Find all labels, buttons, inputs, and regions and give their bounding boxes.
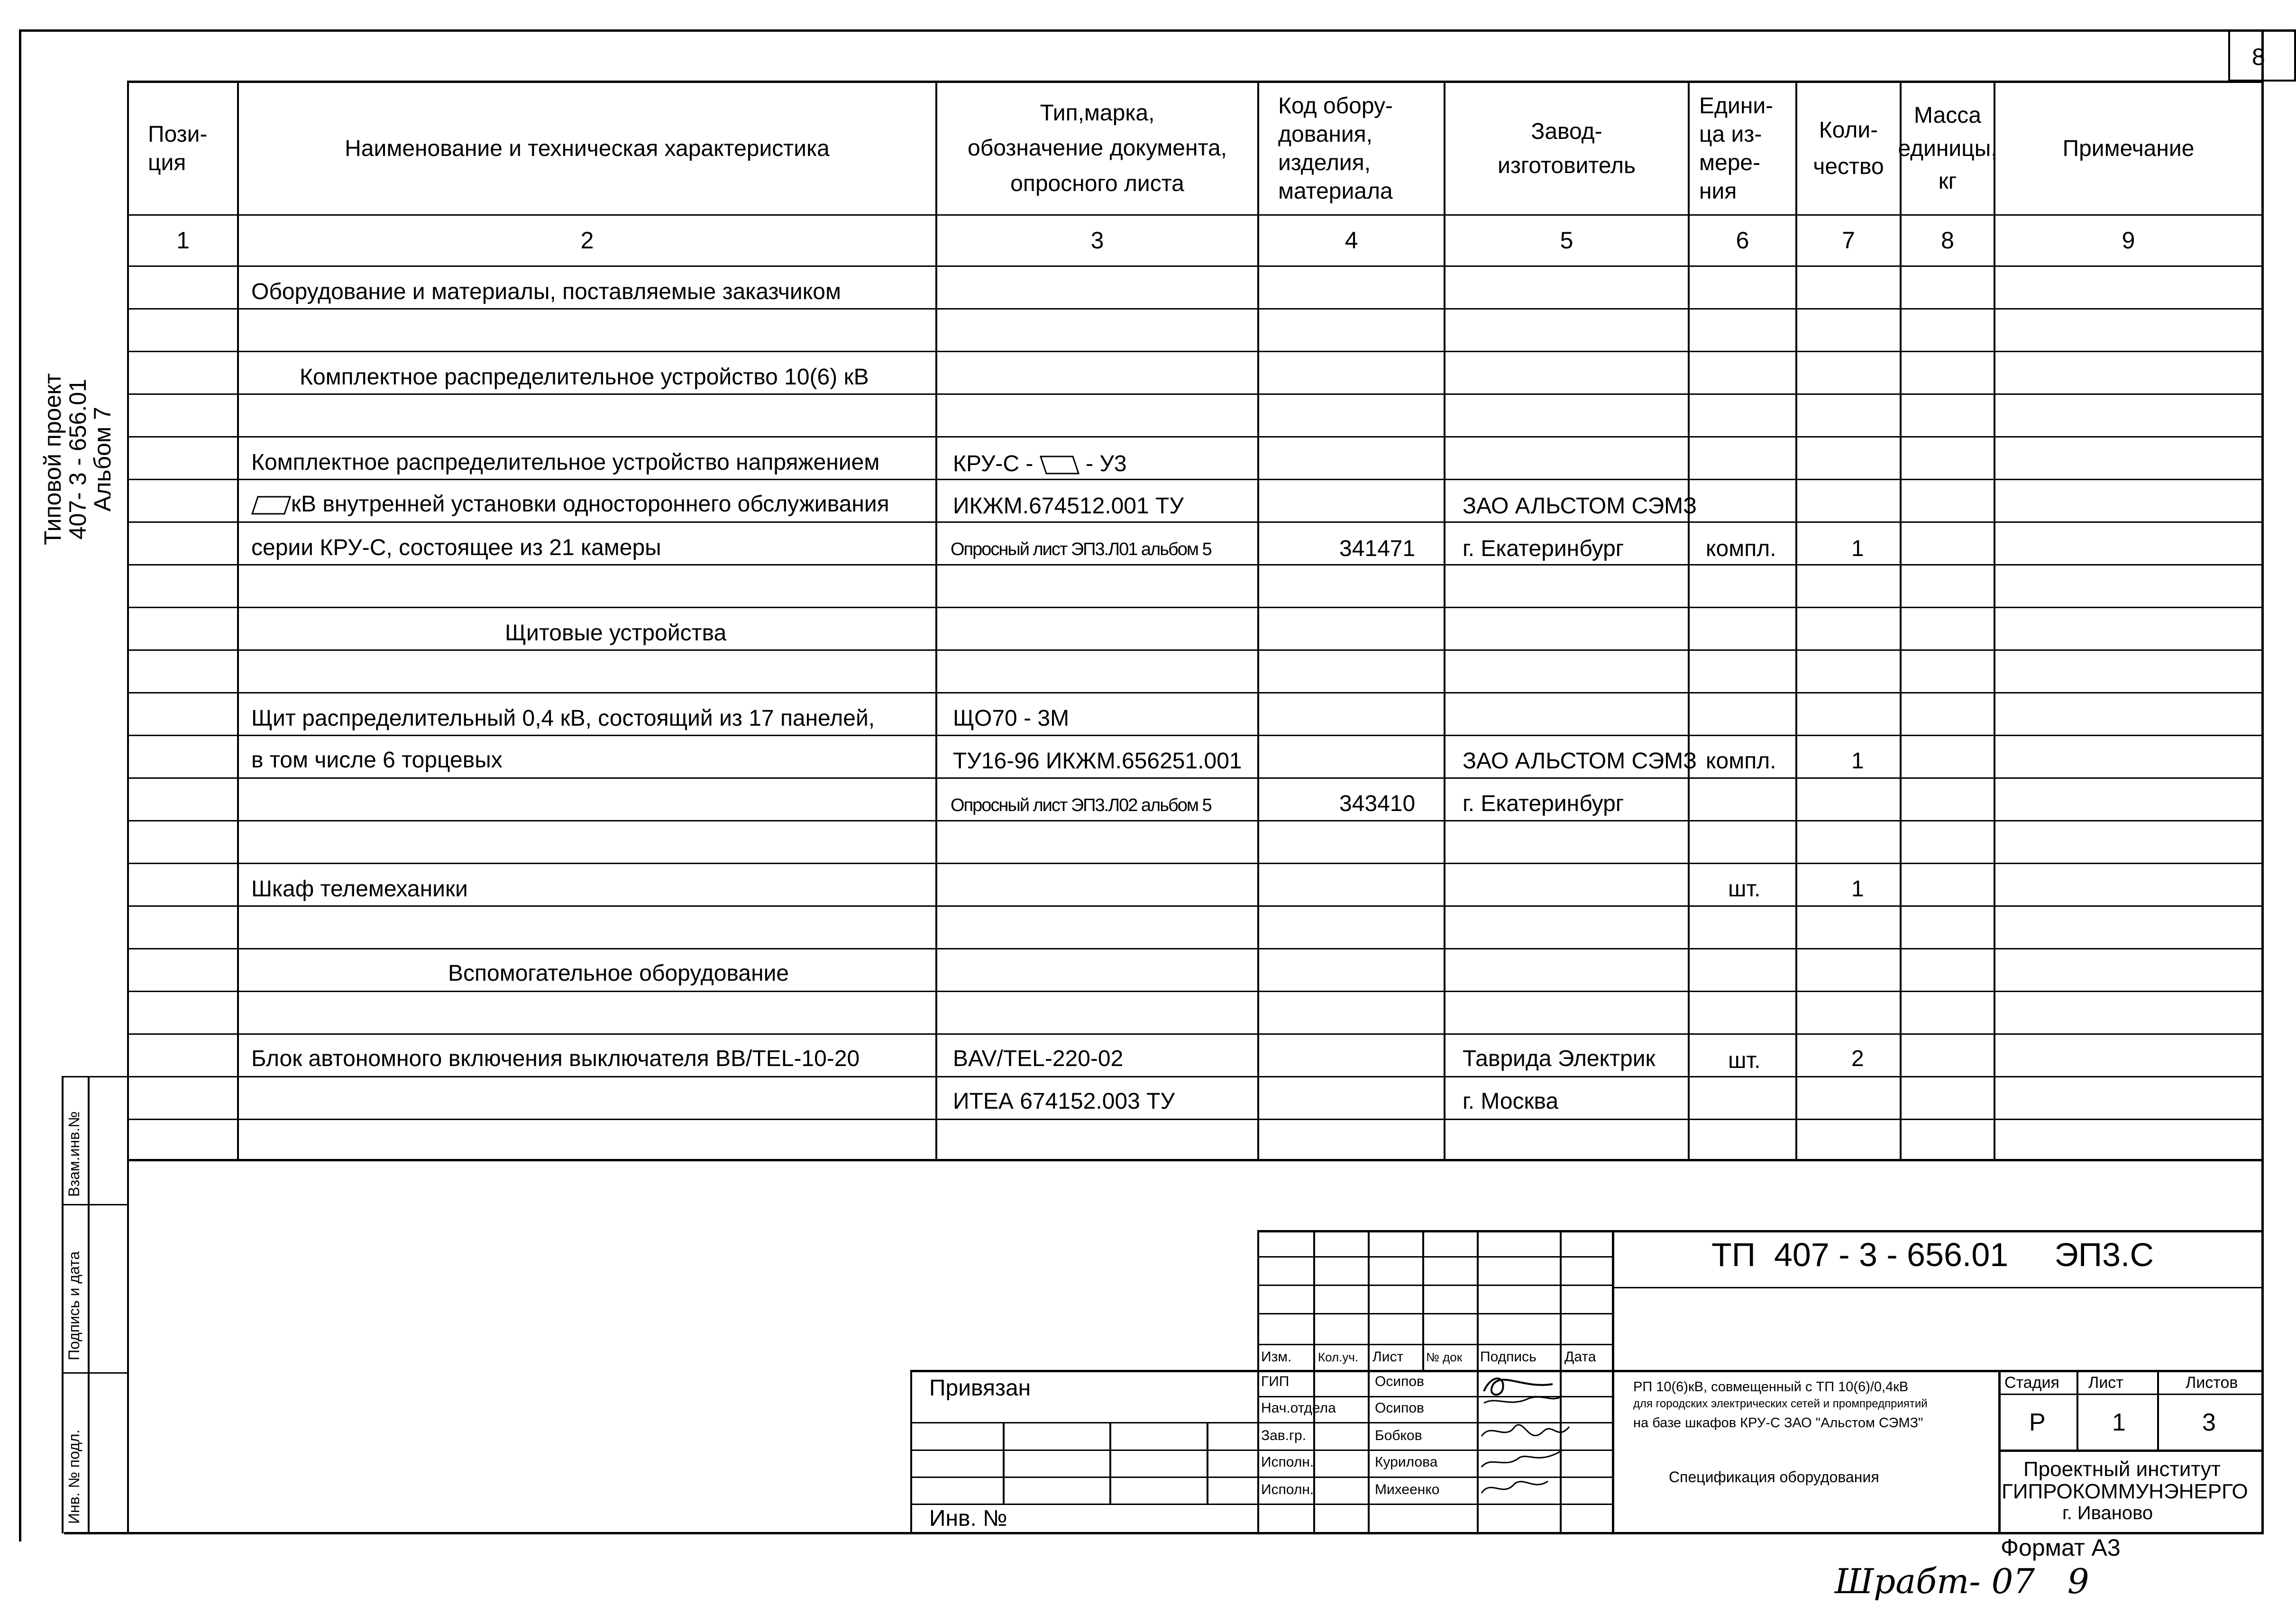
tb-col-izm: Изм. — [1261, 1349, 1292, 1365]
tb-role-0: ГИП — [1261, 1374, 1290, 1389]
handwritten-note: Шрабт- 07 9 — [1835, 1561, 2089, 1601]
row15-name: Шкаф телемеханики — [251, 876, 468, 902]
colnum-2: 2 — [580, 227, 594, 254]
colnum-1: 1 — [176, 227, 190, 254]
row-line-r12 — [127, 777, 2261, 779]
priv-v1 — [1003, 1422, 1005, 1504]
colnum-6: 6 — [1736, 227, 1749, 254]
listov-value: 3 — [2202, 1409, 2216, 1436]
sheet-number: 8 — [2252, 44, 2265, 70]
row-line-r17 — [127, 991, 2261, 992]
margin-div1 — [62, 1204, 128, 1205]
tb-name-4: Михеенко — [1375, 1482, 1440, 1497]
label-vzam: Взам.инв.№ — [65, 1111, 82, 1197]
tb-col-ndok — [1422, 1230, 1424, 1372]
row19-qty: 2 — [1851, 1046, 1864, 1071]
row7-unit: компл. — [1706, 536, 1776, 561]
row12-type: ТУ16-96 ИКЖМ.656251.001 — [953, 748, 1242, 774]
tb-h2 — [1257, 1285, 1612, 1286]
colnum-8: 8 — [1941, 227, 1954, 254]
side-stamp-line3: Альбом 7 — [89, 407, 116, 512]
frame-top — [19, 29, 2296, 32]
row13-type: Опросный лист ЭП3.Л02 альбом 5 — [951, 795, 1211, 815]
row7-qty: 1 — [1851, 536, 1864, 561]
blank-parallelogram-icon — [1040, 456, 1079, 474]
row5-type-a: КРУ-С - — [953, 451, 1034, 476]
tb-right-h1 — [1612, 1287, 2261, 1288]
row-line-r1 — [127, 308, 2261, 310]
tb-h1 — [1257, 1256, 1612, 1258]
row6-type: ИКЖМ.674512.001 ТУ — [953, 493, 1184, 519]
row-line-r4 — [127, 436, 2261, 438]
row19-unit: шт. — [1728, 1048, 1761, 1073]
row15-qty: 1 — [1851, 876, 1864, 902]
priv-v3 — [1207, 1422, 1208, 1504]
tb-col-podpis: Подпись — [1480, 1349, 1537, 1365]
row-line-r3 — [127, 393, 2261, 395]
header-cell-8: Масса единицы, кг — [1898, 103, 1997, 194]
row-line-r6 — [127, 521, 2261, 523]
row13-code: 343410 — [1339, 791, 1416, 816]
row15-unit: шт. — [1728, 876, 1761, 902]
row-line-r16 — [127, 948, 2261, 949]
tb-name-1: Осипов — [1375, 1400, 1424, 1416]
colnum-9: 9 — [2122, 227, 2135, 254]
row17-name: Вспомогательное оборудование — [448, 961, 789, 986]
list-label: Лист — [2088, 1374, 2123, 1392]
tb-role-2: Зав.гр. — [1261, 1428, 1307, 1443]
row-line-r21 — [127, 1159, 2261, 1161]
row12-qty: 1 — [1851, 748, 1864, 774]
tb-col-kol: Кол.уч. — [1318, 1350, 1359, 1364]
label-podpis: Подпись и дата — [65, 1251, 82, 1360]
row3-name: Комплектное распределительное устройство 10(6) кВ — [300, 365, 869, 390]
row19-maker: Таврида Электрик — [1463, 1046, 1656, 1071]
row13-maker: г. Екатеринбург — [1463, 791, 1624, 816]
row5-type-b: - У3 — [1086, 451, 1127, 476]
tb-col-ndok: № док — [1426, 1350, 1463, 1364]
priv-top — [910, 1370, 1257, 1372]
tb-right-v3 — [2157, 1370, 2159, 1450]
row7-type: Опросный лист ЭП3.Л01 альбом 5 — [951, 539, 1211, 559]
row-line-r5 — [127, 479, 2261, 480]
row-line-r7 — [127, 564, 2261, 565]
header-cell-5: Завод- изготовитель — [1498, 119, 1636, 178]
side-stamp — [40, 373, 115, 545]
row1-name: Оборудование и материалы, поставляемые заказчиком — [251, 279, 841, 304]
tb-h3 — [1257, 1313, 1612, 1314]
tb-name-0: Осипов — [1375, 1374, 1424, 1389]
row7-name: серии КРУ-С, состоящее из 21 камеры — [251, 535, 661, 560]
designation: ТП 407 - 3 - 656.01 ЭП3.С — [1711, 1236, 2154, 1273]
priv-left — [910, 1370, 912, 1533]
blank-parallelogram-icon — [251, 496, 291, 515]
row-line-r20 — [127, 1119, 2261, 1120]
row5-name: Комплектное распределительное устройство напряжением — [251, 450, 880, 475]
row7-maker: г. Екатеринбург — [1463, 536, 1624, 561]
header-cell-4: Код обору- дования, изделия, материала — [1278, 93, 1393, 204]
row-line-r11 — [127, 735, 2261, 736]
side-stamp-line2: 407- 3 - 656.01 — [64, 379, 91, 540]
row7-code: 341471 — [1339, 536, 1416, 561]
tb-right-v2 — [2076, 1370, 2078, 1450]
row5-type — [953, 453, 1127, 475]
header-cell-3: Тип,марка, обозначение документа, опросного листа — [968, 100, 1227, 196]
project-line1: РП 10(6)кВ, совмещенный с ТП 10(6)/0,4кВ — [1633, 1379, 1909, 1395]
row20-maker: г. Москва — [1463, 1089, 1559, 1114]
colnum-7: 7 — [1842, 227, 1855, 254]
privyazan-label: Привязан — [929, 1376, 1031, 1401]
row20-type: ИТЕА 674152.003 ТУ — [953, 1089, 1175, 1114]
tb-left — [1257, 1230, 1259, 1533]
stadiya-value: Р — [2029, 1409, 2046, 1436]
stadiya-label: Стадия — [2004, 1374, 2059, 1392]
signatures-image — [1477, 1370, 1572, 1507]
row-line-r10 — [127, 692, 2261, 693]
tb-divider-main — [1612, 1230, 1614, 1533]
frame-left — [19, 29, 21, 1541]
colnum-5: 5 — [1560, 227, 1573, 254]
format-label: Формат А3 — [2001, 1534, 2121, 1561]
row-line-r2 — [127, 351, 2261, 352]
row11-name: Щит распределительный 0,4 кВ, состоящий из 17 панелей, — [251, 706, 875, 731]
label-inv: Инв. № подл. — [65, 1429, 82, 1524]
row6-maker: ЗАО АЛЬСТОМ СЭМЗ — [1463, 493, 1697, 519]
colnum-4: 4 — [1345, 227, 1358, 254]
row6-name — [251, 493, 889, 516]
margin-line-mid — [88, 1076, 90, 1533]
list-value: 1 — [2112, 1409, 2126, 1436]
row-line-r9 — [127, 649, 2261, 651]
row-line-r14 — [127, 863, 2261, 864]
row12-name: в том числе 6 торцевых — [251, 748, 503, 773]
header-cell-7: Коли- чество — [1813, 117, 1884, 179]
project-line3: на базе шкафов КРУ-С ЗАО "Альстом СЭМЗ" — [1633, 1415, 1923, 1431]
tb-name-2: Бобков — [1375, 1428, 1422, 1443]
row-line-r15 — [127, 905, 2261, 907]
tb-role-3: Исполн. — [1261, 1454, 1314, 1470]
priv-h3 — [910, 1477, 1257, 1478]
row-line-r19 — [127, 1076, 2261, 1077]
tb-name-3: Курилова — [1375, 1454, 1438, 1470]
priv-v2 — [1109, 1422, 1111, 1504]
colnum-3: 3 — [1090, 227, 1104, 254]
tb-role-1: Нач.отдела — [1261, 1400, 1336, 1416]
tb-h4 — [1257, 1344, 1612, 1345]
priv-h2 — [910, 1450, 1257, 1451]
priv-h1 — [910, 1422, 1257, 1423]
row9-name: Щитовые устройства — [505, 620, 727, 646]
row-line-h2 — [127, 265, 2261, 267]
tb-top — [1257, 1230, 2261, 1232]
row-line-r18 — [127, 1033, 2261, 1035]
row19-name: Блок автономного включения выключателя ВВ/TEL-10-20 — [251, 1046, 860, 1071]
row11-type: ЩО70 - 3М — [953, 706, 1070, 731]
listov-label: Листов — [2186, 1374, 2238, 1392]
doc-title: Спецификация оборудования — [1669, 1468, 1879, 1486]
margin-top — [62, 1076, 128, 1077]
frame-bottom — [64, 1532, 2264, 1534]
side-stamp-line1: Типовой проект — [39, 373, 66, 545]
margin-div2 — [62, 1372, 128, 1374]
row6-name-text: кВ внутренней установки одностороннего обслуживания — [291, 492, 889, 517]
row12-maker: ЗАО АЛЬСТОМ СЭМЗ — [1463, 748, 1697, 774]
row12-unit: компл. — [1706, 748, 1776, 774]
tb-right-h2 — [1612, 1370, 2261, 1372]
frame-right — [2261, 29, 2264, 1534]
tb-right-h3 — [1998, 1394, 2261, 1395]
org-line3: г. Иваново — [2062, 1503, 2153, 1523]
project-line2: для городских электрических сетей и промпредприятий — [1633, 1397, 1928, 1410]
row-line-r13 — [127, 820, 2261, 821]
header-cell-2: Наименование и техническая характеристика — [345, 136, 830, 161]
header-cell-9: Примечание — [2062, 136, 2195, 161]
col-line-0 — [127, 81, 129, 1533]
priv-h4 — [910, 1504, 1257, 1505]
row19-type: BAV/TEL-220-02 — [953, 1046, 1124, 1071]
inv-no-label: Инв. № — [929, 1506, 1007, 1531]
header-cell-6: Едини- ца из- мере- ния — [1699, 93, 1774, 204]
tb-col-data: Дата — [1564, 1349, 1596, 1365]
header-cell-1: Пози- ция — [148, 121, 208, 175]
row-line-r8 — [127, 607, 2261, 608]
tb-col-list: Лист — [1372, 1349, 1404, 1365]
tb-right-h4 — [1998, 1450, 2261, 1452]
tb-role-4: Исполн. — [1261, 1482, 1314, 1497]
margin-line-left — [62, 1076, 64, 1533]
org-line1: Проектный институт — [2023, 1458, 2221, 1481]
tb-col-list — [1368, 1230, 1370, 1372]
org-line2: ГИПРОКОММУНЭНЕРГО — [2002, 1480, 2248, 1503]
